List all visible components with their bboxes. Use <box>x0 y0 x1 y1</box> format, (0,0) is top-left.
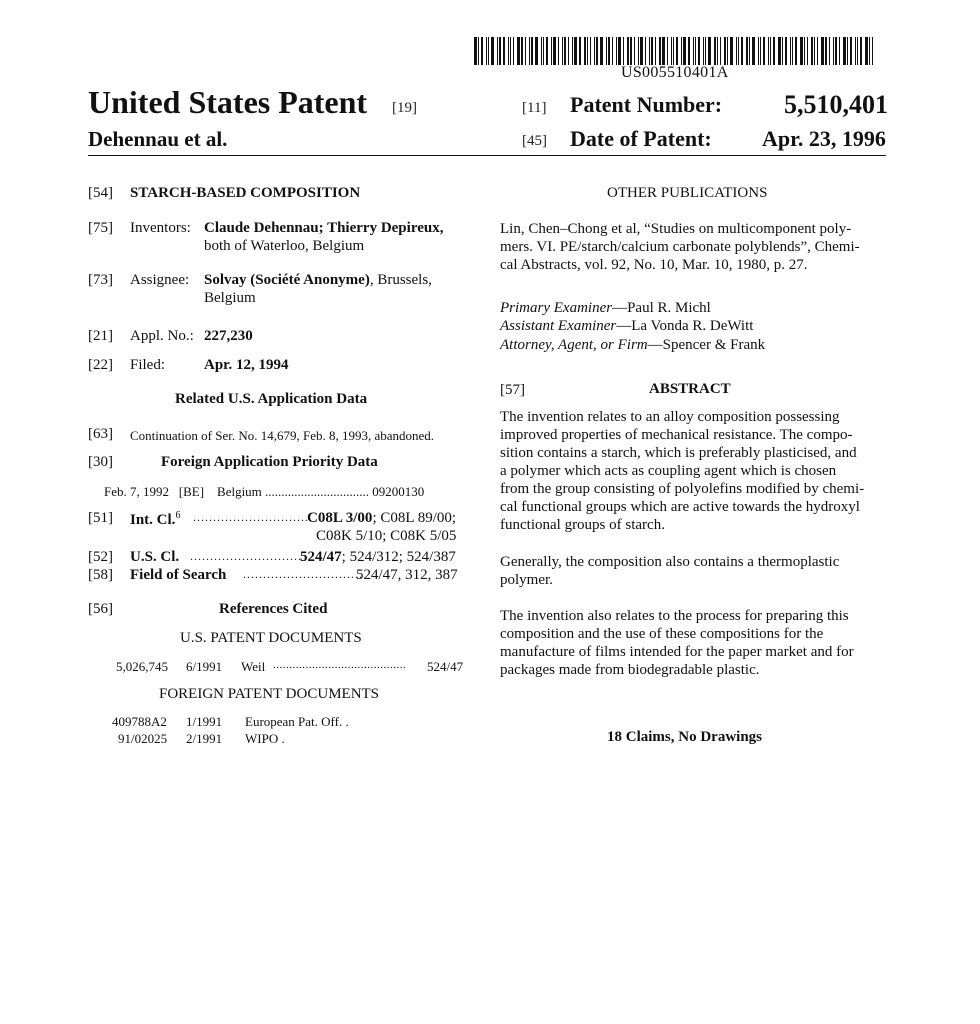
barcode-bar <box>486 37 487 65</box>
intcl-superscript: 6 <box>175 510 181 521</box>
claims-summary: 18 Claims, No Drawings <box>607 729 763 745</box>
barcode-bar <box>708 37 711 65</box>
barcode-bar <box>481 37 483 65</box>
abstract-line: improved properties of mechanical resistance. The compo- <box>500 427 853 443</box>
filed-code: [22] <box>88 357 113 373</box>
assistant-examiner-label: Assistant Examiner <box>500 318 617 334</box>
barcode-bar <box>671 37 672 65</box>
abstract-line: packages made from biodegradable plastic. <box>500 662 760 678</box>
inventors-names: Claude Dehennau; Thierry Depireux, <box>204 220 444 236</box>
publication-line-3: cal Abstracts, vol. 92, No. 10, Mar. 10, 1980, p. 27. <box>500 257 808 273</box>
barcode-bar <box>741 37 743 65</box>
barcode-bar <box>749 37 750 65</box>
barcode-bar <box>596 37 598 65</box>
abstract-line: a polymer which acts as coupling agent which is chosen <box>500 463 837 479</box>
foreign-doc-1-number: 409788A2 <box>112 714 167 729</box>
uscl-value-rest: ; 524/312; 524/387 <box>341 549 456 565</box>
barcode-bar <box>795 37 797 65</box>
date-patent-value: Apr. 23, 1996 <box>762 126 886 151</box>
barcode-bar <box>488 37 489 65</box>
intcl-value <box>307 510 456 527</box>
abstract-line: cal functional groups which are active towards the hydroxyl <box>500 499 860 515</box>
barcode-bar <box>770 37 771 65</box>
us-doc-number: 5,026,745 <box>116 659 168 674</box>
barcode-bar <box>746 37 748 65</box>
other-publications-heading: OTHER PUBLICATIONS <box>607 185 768 201</box>
barcode-bar <box>768 37 769 65</box>
barcode-bar <box>630 37 632 65</box>
date-patent-code: [45] <box>522 133 547 149</box>
barcode-bar <box>738 37 739 65</box>
barcode <box>474 37 884 65</box>
abstract-line: from the group consisting of polyolefins modified by chemi- <box>500 481 865 497</box>
barcode-bar <box>525 37 526 65</box>
us-doc-dots: ......................................... <box>273 659 407 671</box>
continuation-text: Continuation of Ser. No. 14,679, Feb. 8, 1993, abandoned. <box>130 428 435 443</box>
barcode-bar <box>730 37 733 65</box>
abstract-line: polymer. <box>500 572 553 588</box>
barcode-bar <box>804 37 805 65</box>
barcode-bar <box>612 37 613 65</box>
abstract-heading: ABSTRACT <box>649 381 731 397</box>
abstract-line: The invention also relates to the process for preparing this <box>500 608 849 624</box>
title-code: [54] <box>88 185 113 201</box>
barcode-bar <box>662 37 665 65</box>
assignee-label: Assignee: <box>130 272 190 288</box>
barcode-bar <box>817 37 818 65</box>
barcode-bar <box>717 37 718 65</box>
intcl-value-line2: C08K 5/10; C08K 5/05 <box>316 528 457 544</box>
foreign-doc-1-date: 1/1991 <box>186 714 223 729</box>
barcode-bar <box>579 37 581 65</box>
barcode-bar <box>705 37 706 65</box>
abstract-line: The invention relates to an alloy composition possessing <box>500 409 840 425</box>
barcode-bar <box>782 37 783 65</box>
uscl-value <box>300 549 456 566</box>
barcode-bar <box>541 37 542 65</box>
barcode-bar <box>724 37 726 65</box>
us-doc-name: Weil <box>241 659 266 674</box>
assignee-name: Solvay (Société Anonyme) <box>204 272 370 288</box>
publication-line-1: Lin, Chen–Chong et al, “Studies on multicomponent poly- <box>500 221 852 237</box>
barcode-bar <box>508 37 509 65</box>
barcode-bar <box>790 37 791 65</box>
barcode-bar <box>638 37 639 65</box>
uscl-value-bold: 524/47 <box>300 549 342 565</box>
patent-country: United States Patent <box>88 84 368 120</box>
barcode-bar <box>543 37 544 65</box>
barcode-bar <box>474 37 477 65</box>
foreign-docs-heading: FOREIGN PATENT DOCUMENTS <box>159 686 380 702</box>
barcode-bar <box>667 37 668 65</box>
barcode-bar <box>855 37 856 65</box>
barcode-bar <box>499 37 501 65</box>
barcode-bar <box>785 37 787 65</box>
foreign-doc-2-number: 91/02025 <box>118 731 168 746</box>
field-search-code: [58] <box>88 567 113 583</box>
barcode-bar <box>649 37 650 65</box>
barcode-bar <box>763 37 765 65</box>
barcode-bar <box>600 37 603 65</box>
abstract-line: functional groups of starch. <box>500 517 665 533</box>
related-heading: Related U.S. Application Data <box>175 391 368 407</box>
foreign-doc-2-name: WIPO . <box>245 731 285 746</box>
barcode-bar <box>688 37 690 65</box>
attorney-value: —Spencer & Frank <box>647 337 766 353</box>
barcode-bar <box>645 37 646 65</box>
attorney-label: Attorney, Agent, or Firm <box>500 337 648 353</box>
assignee-place: , Brussels, <box>369 272 432 288</box>
abstract-line: sition contains a starch, which is preferably plasticised, and <box>500 445 857 461</box>
appl-label: Appl. No.: <box>130 328 194 344</box>
barcode-bar <box>693 37 694 65</box>
abstract-line: composition and the use of these compositions for the <box>500 626 824 642</box>
barcode-bar <box>616 37 617 65</box>
field-search-value: 524/47, 312, 387 <box>356 567 458 583</box>
barcode-bar <box>517 37 520 65</box>
barcode-bar <box>634 37 635 65</box>
barcode-bar <box>553 37 556 65</box>
foreign-doc-2-date: 2/1991 <box>186 731 223 746</box>
primary-examiner <box>500 300 711 317</box>
barcode-number: US005510401A <box>621 64 729 81</box>
barcode-bar <box>510 37 511 65</box>
inventors-place: both of Waterloo, Belgium <box>204 238 365 254</box>
barcode-bar <box>608 37 610 65</box>
barcode-bar <box>551 37 552 65</box>
barcode-bar <box>839 37 840 65</box>
foreign-priority-line: Feb. 7, 1992 [BE] Belgium ................................ 09200130 <box>104 484 425 499</box>
barcode-bar <box>478 37 479 65</box>
barcode-bar <box>521 37 523 65</box>
barcode-bar <box>698 37 700 65</box>
appl-value: 227,230 <box>204 328 253 344</box>
abstract-code: [57] <box>500 382 525 398</box>
primary-examiner-label: Primary Examiner <box>500 300 613 316</box>
barcode-bar <box>760 37 761 65</box>
barcode-bar <box>778 37 781 65</box>
us-doc-class: 524/47 <box>427 659 464 674</box>
barcode-bar <box>872 37 873 65</box>
intcl-code: [51] <box>88 510 113 526</box>
intcl-value-bold: C08L 3/00 <box>307 510 373 526</box>
barcode-bar <box>850 37 852 65</box>
barcode-bar <box>568 37 569 65</box>
barcode-bar <box>727 37 728 65</box>
inventor-short: Dehennau et al. <box>88 127 228 151</box>
barcode-bar <box>860 37 862 65</box>
patent-title: STARCH-BASED COMPOSITION <box>130 185 361 201</box>
barcode-bar <box>825 37 827 65</box>
field-search-label: Field of Search <box>130 567 227 583</box>
barcode-bar <box>655 37 656 65</box>
barcode-bar <box>676 37 678 65</box>
foreign-doc-1-name: European Pat. Off. . <box>245 714 349 729</box>
barcode-bar <box>752 37 755 65</box>
barcode-bar <box>800 37 803 65</box>
attorney <box>500 337 765 354</box>
abstract-line: Generally, the composition also contains a thermoplastic <box>500 554 840 570</box>
barcode-bar <box>531 37 533 65</box>
barcode-bar <box>865 37 868 65</box>
barcode-bar <box>758 37 759 65</box>
barcode-bar <box>835 37 837 65</box>
assistant-examiner-value: —La Vonda R. DeWitt <box>616 318 754 334</box>
foreign-priority-heading: Foreign Application Priority Data <box>161 454 378 470</box>
assistant-examiner <box>500 318 753 335</box>
barcode-bar <box>673 37 674 65</box>
barcode-bar <box>683 37 686 65</box>
intcl-value-rest: ; C08L 89/00; <box>372 510 457 526</box>
assignee-line <box>204 272 432 289</box>
inventors-label: Inventors: <box>130 220 191 236</box>
barcode-bar <box>529 37 530 65</box>
barcode-bar <box>857 37 858 65</box>
references-heading: References Cited <box>219 601 328 617</box>
barcode-bar <box>618 37 621 65</box>
barcode-bar <box>814 37 815 65</box>
barcode-bar <box>590 37 591 65</box>
barcode-bar <box>584 37 586 65</box>
patent-number-label: Patent Number: <box>570 92 723 117</box>
barcode-bar <box>640 37 643 65</box>
barcode-bar <box>513 37 514 65</box>
references-code: [56] <box>88 601 113 617</box>
abstract-line: manufacture of films intended for the paper market and for <box>500 644 854 660</box>
barcode-bar <box>558 37 559 65</box>
continuation-code: [63] <box>88 426 113 442</box>
filed-value: Apr. 12, 1994 <box>204 357 289 373</box>
barcode-bar <box>574 37 577 65</box>
barcode-bar <box>847 37 848 65</box>
patent-number-value: 5,510,401 <box>784 90 888 119</box>
assignee-code: [73] <box>88 272 113 288</box>
barcode-bar <box>833 37 834 65</box>
barcode-bar <box>695 37 696 65</box>
publication-line-2: mers. VI. PE/starch/calcium carbonate polyblends”, Chemi- <box>500 239 860 255</box>
us-docs-heading: U.S. PATENT DOCUMENTS <box>180 630 362 646</box>
us-doc-date: 6/1991 <box>186 659 223 674</box>
inventors-code: [75] <box>88 220 113 236</box>
barcode-bar <box>811 37 813 65</box>
barcode-bar <box>546 37 548 65</box>
barcode-bar <box>627 37 629 65</box>
barcode-bar <box>720 37 721 65</box>
barcode-bar <box>829 37 830 65</box>
barcode-bar <box>562 37 563 65</box>
intcl-dots: ............................. <box>193 510 309 524</box>
barcode-bar <box>773 37 775 65</box>
barcode-bar <box>736 37 737 65</box>
barcode-bar <box>651 37 653 65</box>
barcode-bar <box>869 37 870 65</box>
uscl-code: [52] <box>88 549 113 565</box>
date-patent-label: Date of Patent: <box>570 126 712 151</box>
barcode-bar <box>535 37 538 65</box>
foreign-priority-code: [30] <box>88 454 113 470</box>
barcode-bar <box>587 37 588 65</box>
barcode-bar <box>594 37 595 65</box>
header-rule <box>88 155 886 156</box>
primary-examiner-value: —Paul R. Michl <box>612 300 711 316</box>
barcode-bar <box>807 37 808 65</box>
barcode-bar <box>843 37 846 65</box>
barcode-bar <box>821 37 824 65</box>
patent-number-code: [11] <box>522 100 547 116</box>
filed-label: Filed: <box>130 357 166 373</box>
intcl-label <box>130 510 180 529</box>
barcode-bar <box>564 37 566 65</box>
barcode-bar <box>703 37 704 65</box>
uscl-label: U.S. Cl. <box>130 549 180 565</box>
barcode-bar <box>503 37 505 65</box>
uscl-dots: ............................ <box>190 549 302 563</box>
barcode-bar <box>792 37 793 65</box>
barcode-bar <box>659 37 661 65</box>
country-code: [19] <box>392 100 417 116</box>
barcode-bar <box>606 37 607 65</box>
barcode-bar <box>714 37 716 65</box>
barcode-bar <box>623 37 624 65</box>
field-search-dots: .............................. <box>243 567 363 581</box>
barcode-bar <box>681 37 682 65</box>
barcode-bar <box>491 37 494 65</box>
appl-code: [21] <box>88 328 113 344</box>
assignee-country: Belgium <box>204 290 256 306</box>
barcode-bar <box>497 37 498 65</box>
barcode-bar <box>572 37 573 65</box>
intcl-label-text: Int. Cl. <box>130 512 176 528</box>
